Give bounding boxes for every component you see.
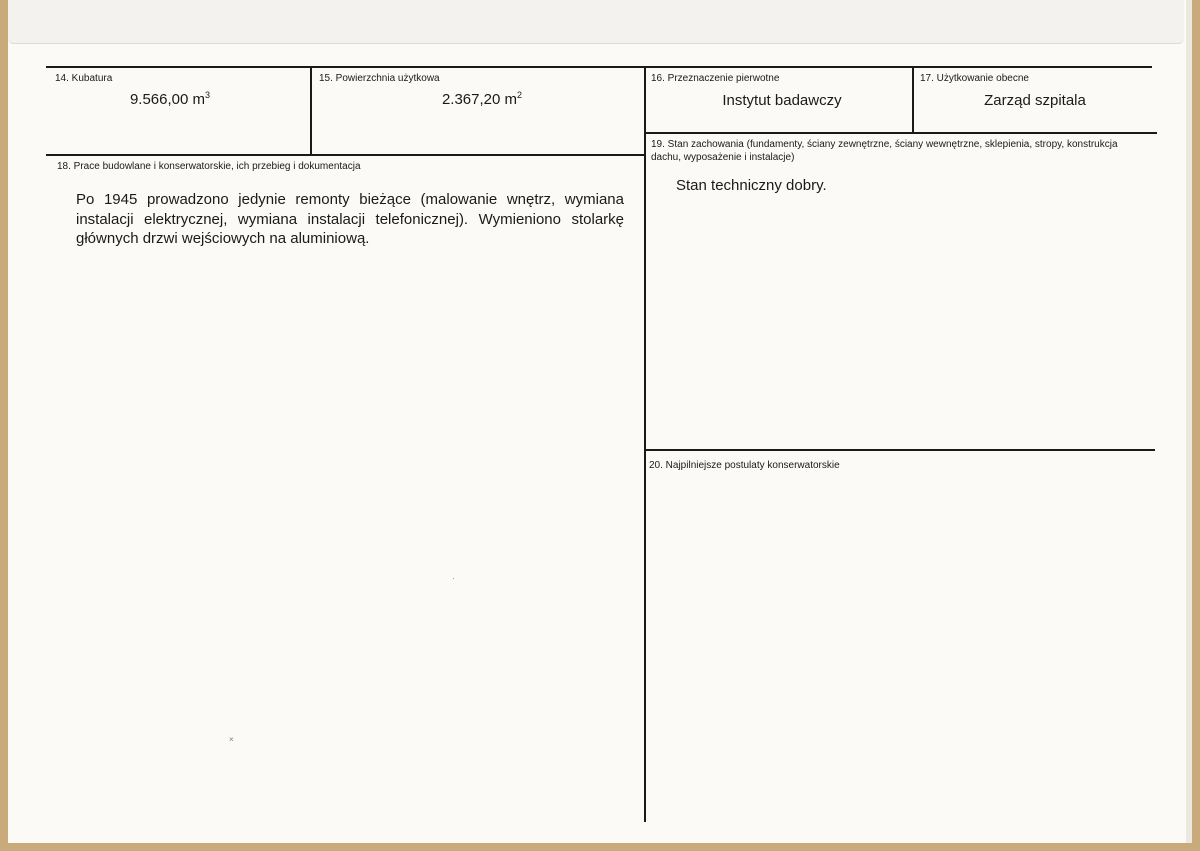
rule-above-19 [645, 132, 1157, 134]
top-rule [46, 66, 1152, 68]
field-18-text: Po 1945 prowadzono jedynie remonty bieżące (malowanie wnętrz, wymiana instalacji elektrycznej, wymiana instalacji telefonicznej). Wymieniono stolarkę głównych drzwi wejściowych na aluminiową. [76, 191, 624, 247]
field-14-label: 14. Kubatura [55, 73, 113, 84]
rule-above-18 [46, 154, 645, 156]
field-15-label: 15. Powierzchnia użytkowa [319, 73, 440, 84]
field-17-value: Zarząd szpitala [984, 92, 1086, 109]
field-15-value [372, 91, 592, 109]
divider-14-15 [310, 67, 312, 155]
field-16-value: Instytut badawczy [722, 92, 842, 109]
field-14-value [60, 91, 280, 109]
field-15-unit-exponent: 2 [517, 90, 523, 100]
field-17-label: 17. Użytkowanie obecne [920, 73, 1029, 84]
form-sheet [8, 0, 1190, 843]
rule-above-20 [645, 449, 1155, 451]
scan-speck: × [229, 735, 234, 744]
divider-16-17 [912, 67, 914, 133]
top-tab-strip [8, 0, 1184, 44]
field-14-unit-exponent: 3 [205, 90, 211, 100]
sheet-edge [1186, 0, 1192, 843]
field-19-label: 19. Stan zachowania (fundamenty, ściany zewnętrzne, ściany wewnętrzne, sklepienia, stropy, konstrukcja dachu, wyposażenie i instalacje) [651, 139, 1118, 163]
field-19-text: Stan techniczny dobry. [676, 177, 827, 194]
divider-15-16 [644, 67, 646, 822]
scan-speck: · [452, 574, 455, 583]
field-16-label: 16. Przeznaczenie pierwotne [651, 73, 780, 84]
field-18-label: 18. Prace budowlane i konserwatorskie, ich przebieg i dokumentacja [57, 161, 361, 172]
field-15-number: 2.367,20 m [441, 91, 518, 108]
field-14-number: 9.566,00 m [129, 91, 206, 108]
field-20-label: 20. Najpilniejsze postulaty konserwatorskie [649, 460, 840, 471]
